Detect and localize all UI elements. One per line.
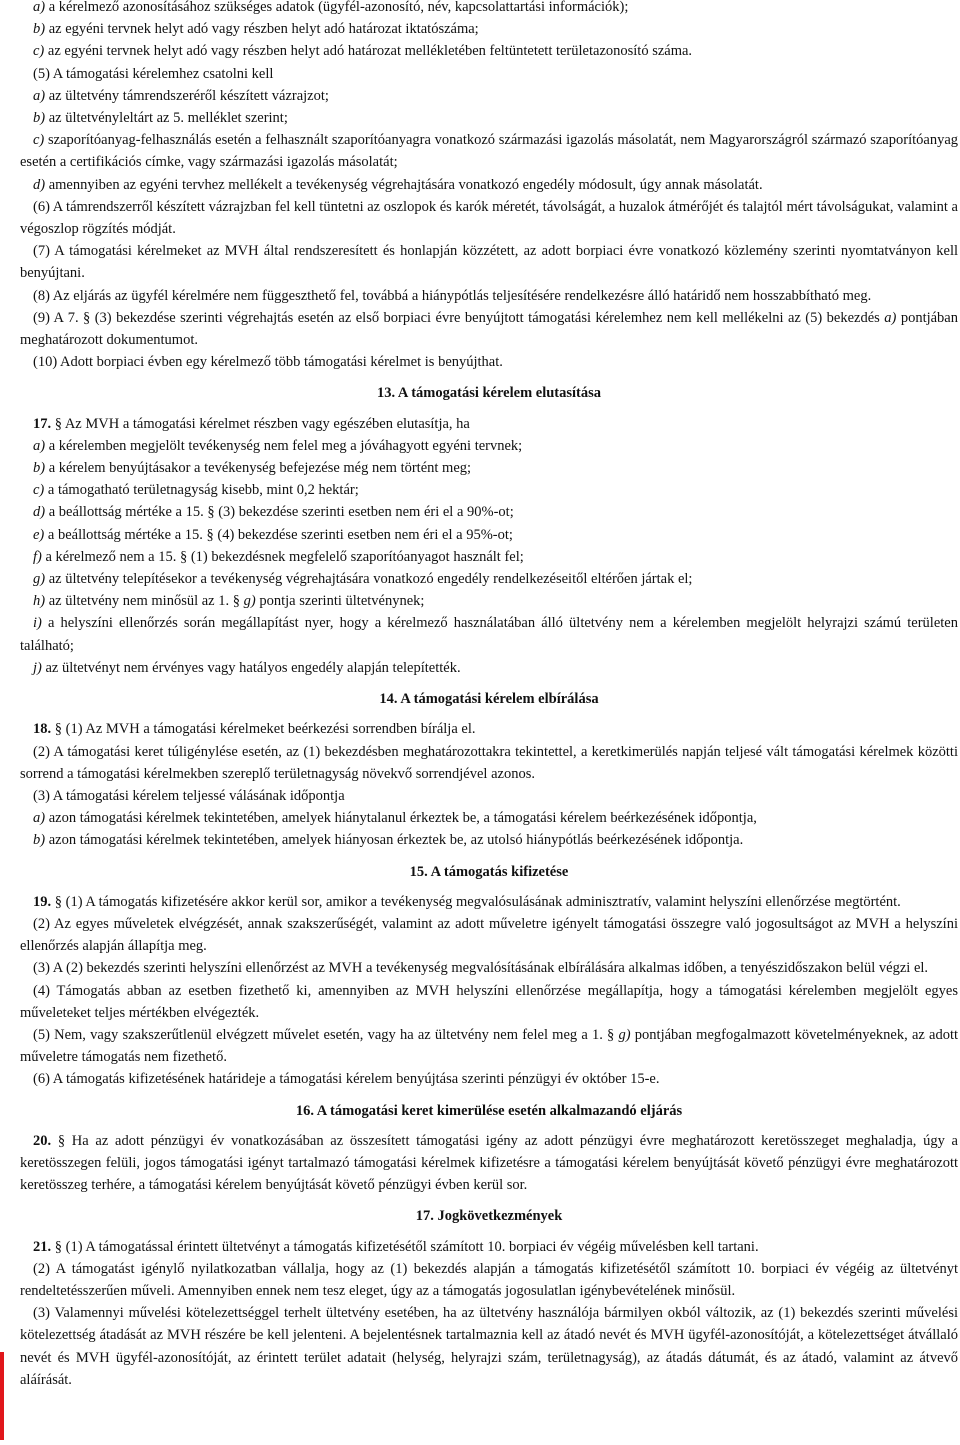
paragraph — [20, 174, 958, 196]
paragraph — [20, 612, 958, 656]
list-letter: b) — [33, 460, 46, 477]
text-run: (4) Támogatás abban az esetben fizethető ki, amennyiben az MVH helyszíni ellenőrzése megállapítja, hogy a támogatási kérelemben megjelölt egyes műveleteket teljes mértékben elvégezték. — [20, 982, 958, 1021]
text-run: § Ha az adott pénzügyi év vonatkozásában az összesített támogatási igény az adott pénzügyi évre meghatározott keretösszeget meghaladja, úgy a keretösszegen felüli, jogos támogatási igényt tartalmazó támogatási kérelmek kifizetésre a támogatási kérelem benyújtását követő pénzügyi évre meghatározott keretösszeg terhére, a támogatási kérelem benyújtását követő pénzügyi évben kerül sor. — [20, 1132, 958, 1194]
paragraph — [20, 40, 958, 62]
list-letter: h) — [33, 593, 46, 610]
list-letter: d) — [33, 176, 46, 193]
paragraph — [20, 129, 958, 173]
text-run: az ültetvényt nem érvényes vagy hatályos engedély alapján telepítették. — [41, 659, 461, 676]
paragraph — [20, 63, 958, 85]
text-run: (8) Az eljárás az ügyfél kérelmére nem függeszthető fel, továbbá a hiánypótlás teljesítésére rendelkezésre álló határidő nem hosszabbítható meg. — [33, 287, 872, 304]
text-run: a beállottság mértéke a 15. § (3) bekezdése szerinti esetben nem éri el a 90%-ot; — [45, 504, 514, 521]
paragraph — [20, 285, 958, 307]
paragraph — [20, 18, 958, 40]
text-run: (3) A támogatási kérelem teljessé válásának időpontja — [33, 787, 345, 804]
list-letter: g) — [618, 1026, 631, 1043]
text-run: (9) A 7. § (3) bekezdése szerinti végrehajtás esetén az első borpiaci évre benyújtott támogatási kérelemhez nem kell mellékelni az (5) bekezdés — [33, 309, 885, 326]
list-letter: g) — [33, 571, 46, 588]
text-run: (2) A támogatást igénylő nyilatkozatban vállalja, hogy az (1) bekezdés alapján a támogatás kifizetésétől számított 10. borpiaci év végéig az ültetvényt rendeltetésszerűen műveli. Amennyiben ennek nem tesz eleget, úgy az a támogatás jogosulatlan igénybevételének minősül. — [20, 1260, 958, 1299]
paragraph — [20, 829, 958, 851]
list-letter: e) — [33, 526, 45, 543]
text-run: az ültetvényleltárt az 5. melléklet szerint; — [45, 110, 288, 127]
paragraph — [20, 1024, 958, 1068]
document-page — [20, 0, 958, 1391]
text-run: a kérelmező azonosításához szükséges adatok (ügyfél-azonosító, név, kapcsolattartási információk); — [45, 0, 629, 15]
paragraph — [20, 980, 958, 1024]
text-run: a kérelemben megjelölt tevékenység nem felel meg a jóváhagyott egyéni tervnek; — [45, 437, 523, 454]
text-run: a kérelmező nem a 15. § (1) bekezdésnek megfelelő szaporítóanyagot használt fel; — [41, 548, 524, 565]
list-letter: a) — [33, 437, 46, 454]
text-run: (5) A támogatási kérelemhez csatolni kell — [33, 65, 274, 82]
text-run: a beállottság mértéke a 15. § (4) bekezdése szerinti esetben nem éri el a 95%-ot; — [44, 526, 513, 543]
paragraph — [20, 196, 958, 240]
paragraph — [20, 501, 958, 523]
section-number: 17. — [33, 415, 52, 432]
list-letter: c) — [33, 482, 45, 499]
paragraph — [20, 85, 958, 107]
text-run: § (1) A támogatással érintett ültetvényt a támogatás kifizetésétől számított 10. borpiaci év végéig művelésben kell tartani. — [51, 1238, 759, 1255]
text-run: szaporítóanyag-felhasználás esetén a felhasznált szaporítóanyagra vonatkozó származási igazolás másolatát, nem Magyarországról származó szaporítóanyag esetén a certifikációs címke, vagy származási igazolás másolatát; — [20, 132, 958, 171]
list-letter: g) — [243, 593, 256, 610]
text-run: 13. A támogatási kérelem elutasítása — [376, 385, 602, 402]
list-letter: a) — [884, 309, 897, 326]
paragraph — [20, 1130, 958, 1197]
paragraph — [20, 435, 958, 457]
paragraph — [20, 107, 958, 129]
text-run: 15. A támogatás kifizetése — [409, 863, 569, 880]
section-heading — [20, 382, 958, 404]
paragraph — [20, 307, 958, 351]
list-letter: i) — [33, 615, 42, 632]
paragraph — [20, 957, 958, 979]
text-run: § (1) A támogatás kifizetésére akkor kerül sor, amikor a tevékenység megvalósulásának adminisztratív, valamint helyszíni ellenőrzése megtörtént. — [51, 893, 901, 910]
list-letter: f) — [33, 548, 42, 565]
section-heading — [20, 1100, 958, 1122]
text-run: amennyiben az egyéni tervhez mellékelt a tevékenység végrehajtására vonatkozó engedély módosult, úgy annak másolatát. — [45, 176, 763, 193]
paragraph — [20, 351, 958, 373]
text-run: § Az MVH a támogatási kérelmet részben vagy egészében elutasítja, ha — [51, 415, 470, 432]
text-run: pontjában megfogalmazott követelményeknek, az adott műveletre támogatás nem fizethető. — [20, 1026, 959, 1066]
paragraph — [20, 0, 958, 18]
text-run: azon támogatási kérelmek tekintetében, amelyek hiányosan érkeztek be, az utolsó hiánypótlás beérkezésének időpontja. — [45, 832, 744, 849]
section-number: 20. — [33, 1132, 52, 1149]
list-letter: b) — [33, 110, 46, 127]
text-run: (6) A támogatás kifizetésének határideje a támogatási kérelem benyújtása szerinti pénzügyi év október 15-e. — [33, 1071, 660, 1088]
text-run: az egyéni tervnek helyt adó vagy részben helyt adó határozat iktatószáma; — [45, 21, 479, 38]
text-run: (2) Az egyes műveletek elvégzését, annak szakszerűségét, valamint az adott műveletre igényelt támogatási összegre való jogosultságot az MVH a helyszíni ellenőrzés alapján állapítja meg. — [20, 915, 958, 955]
paragraph — [20, 590, 958, 612]
text-run: pontjában meghatározott dokumentumot. — [20, 309, 958, 349]
text-run: (2) A támogatási keret túligénylése esetén, az (1) bekezdésben meghatározottakra tekintettel, a keretkimerülés napján teljesé vált támogatási kérelmek közötti sorrend a támogatási kérelmekben szereplő területnagyság növekvő sorrendjével azonos. — [20, 743, 958, 782]
paragraph — [20, 1302, 958, 1391]
text-run: az egyéni tervnek helyt adó vagy részben helyt adó határozat mellékletében feltüntetett területazonosító száma. — [44, 43, 693, 60]
paragraph — [20, 457, 958, 479]
text-run: az ültetvény telepítésekor a tevékenység végrehajtására vonatkozó engedély rendelkezéseitől eltérően jártak el; — [45, 571, 693, 588]
list-letter: c) — [33, 43, 45, 60]
paragraph — [20, 718, 958, 740]
paragraph — [20, 891, 958, 913]
paragraph — [20, 568, 958, 590]
text-run: 14. A támogatási kérelem elbírálása — [379, 691, 599, 708]
text-run: pontja szerinti ültetvénynek; — [255, 593, 425, 610]
paragraph — [20, 657, 958, 679]
list-letter: a) — [33, 0, 46, 15]
list-letter: j) — [33, 659, 42, 676]
text-run: a helyszíni ellenőrzés során megállapítást nyer, hogy a kérelmező használatában álló ültetvény nem a kérelemben megjelölt helyrajzi számú területen található; — [20, 615, 958, 654]
paragraph — [20, 479, 958, 501]
text-run: (5) Nem, vagy szakszerűtlenül elvégzett művelet esetén, vagy ha az ültetvény nem felel meg a 1. § — [33, 1026, 619, 1043]
text-run: (10) Adott borpiaci évben egy kérelmező több támogatási kérelmet is benyújthat. — [33, 354, 503, 371]
text-run: (3) A (2) bekezdés szerinti helyszíni ellenőrzést az MVH a tevékenység megvalósításának elbírálására alkalmas időben, a tenyészidőszakon belül végzi el. — [33, 960, 929, 977]
text-run: a támogatható területnagyság kisebb, mint 0,2 hektár; — [44, 482, 359, 499]
text-run: az ültetvény támrendszeréről készített vázrajzot; — [45, 87, 329, 104]
paragraph — [20, 741, 958, 785]
text-run: 16. A támogatási keret kimerülése esetén alkalmazandó eljárás — [295, 1102, 683, 1119]
list-letter: a) — [33, 810, 46, 827]
list-letter: a) — [33, 87, 46, 104]
text-run: a kérelem benyújtásakor a tevékenység befejezése még nem történt meg; — [45, 460, 472, 477]
paragraph — [20, 807, 958, 829]
paragraph — [20, 240, 958, 284]
paragraph — [20, 785, 958, 807]
text-run: 17. Jogkövetkezmények — [415, 1208, 563, 1225]
text-run: § (1) Az MVH a támogatási kérelmeket beérkezési sorrendben bírálja el. — [51, 721, 476, 738]
text-run: (6) A támrendszerről készített vázrajzban fel kell tüntetni az oszlopok és karók méretét, távolságát, a huzalok átmérőjét és talajtól mért távolságukat, valamint a végoszlop rögzítés módját. — [20, 198, 958, 238]
paragraph — [20, 524, 958, 546]
margin-change-marker — [0, 1352, 4, 1440]
section-number: 19. — [33, 893, 52, 910]
text-run: (7) A támogatási kérelmeket az MVH által rendszeresített és honlapján közzétett, az adott borpiaci évre vonatkozó közlemény szerinti nyomtatványon kell benyújtani. — [20, 243, 958, 282]
list-letter: c) — [33, 132, 45, 149]
paragraph — [20, 1236, 958, 1258]
section-number: 21. — [33, 1238, 52, 1255]
list-letter: d) — [33, 504, 46, 521]
section-number: 18. — [33, 721, 52, 738]
list-letter: b) — [33, 832, 46, 849]
text-run: az ültetvény nem minősül az 1. § — [45, 593, 244, 610]
section-heading — [20, 861, 958, 883]
text-run: (3) Valamennyi művelési kötelezettséggel terhelt ültetvény esetében, ha az ültetvény használója bármilyen okból változik, az (1) bekezdés szerinti művelési kötelezettség átadását az MVH részére be kell jelenteni. A bejelentésnek tartalmaznia kell az átadó nevét és MVH ügyfél-azonosítóját, a kötelezettséget átvállaló nevét és MVH ügyfél-azonosítóját, az érintett terület adatait (helység, helyrajzi szám, területnagyság), az átadás dátumát, és az átadó, valamint az átvevő aláírását. — [20, 1305, 958, 1388]
section-heading — [20, 1205, 958, 1227]
section-heading — [20, 688, 958, 710]
paragraph — [20, 413, 958, 435]
paragraph — [20, 546, 958, 568]
text-run: azon támogatási kérelmek tekintetében, amelyek hiánytalanul érkeztek be, a támogatási kérelem beérkezésének időpontja, — [45, 810, 757, 827]
paragraph — [20, 1258, 958, 1302]
paragraph — [20, 913, 958, 957]
paragraph — [20, 1068, 958, 1090]
list-letter: b) — [33, 21, 46, 38]
